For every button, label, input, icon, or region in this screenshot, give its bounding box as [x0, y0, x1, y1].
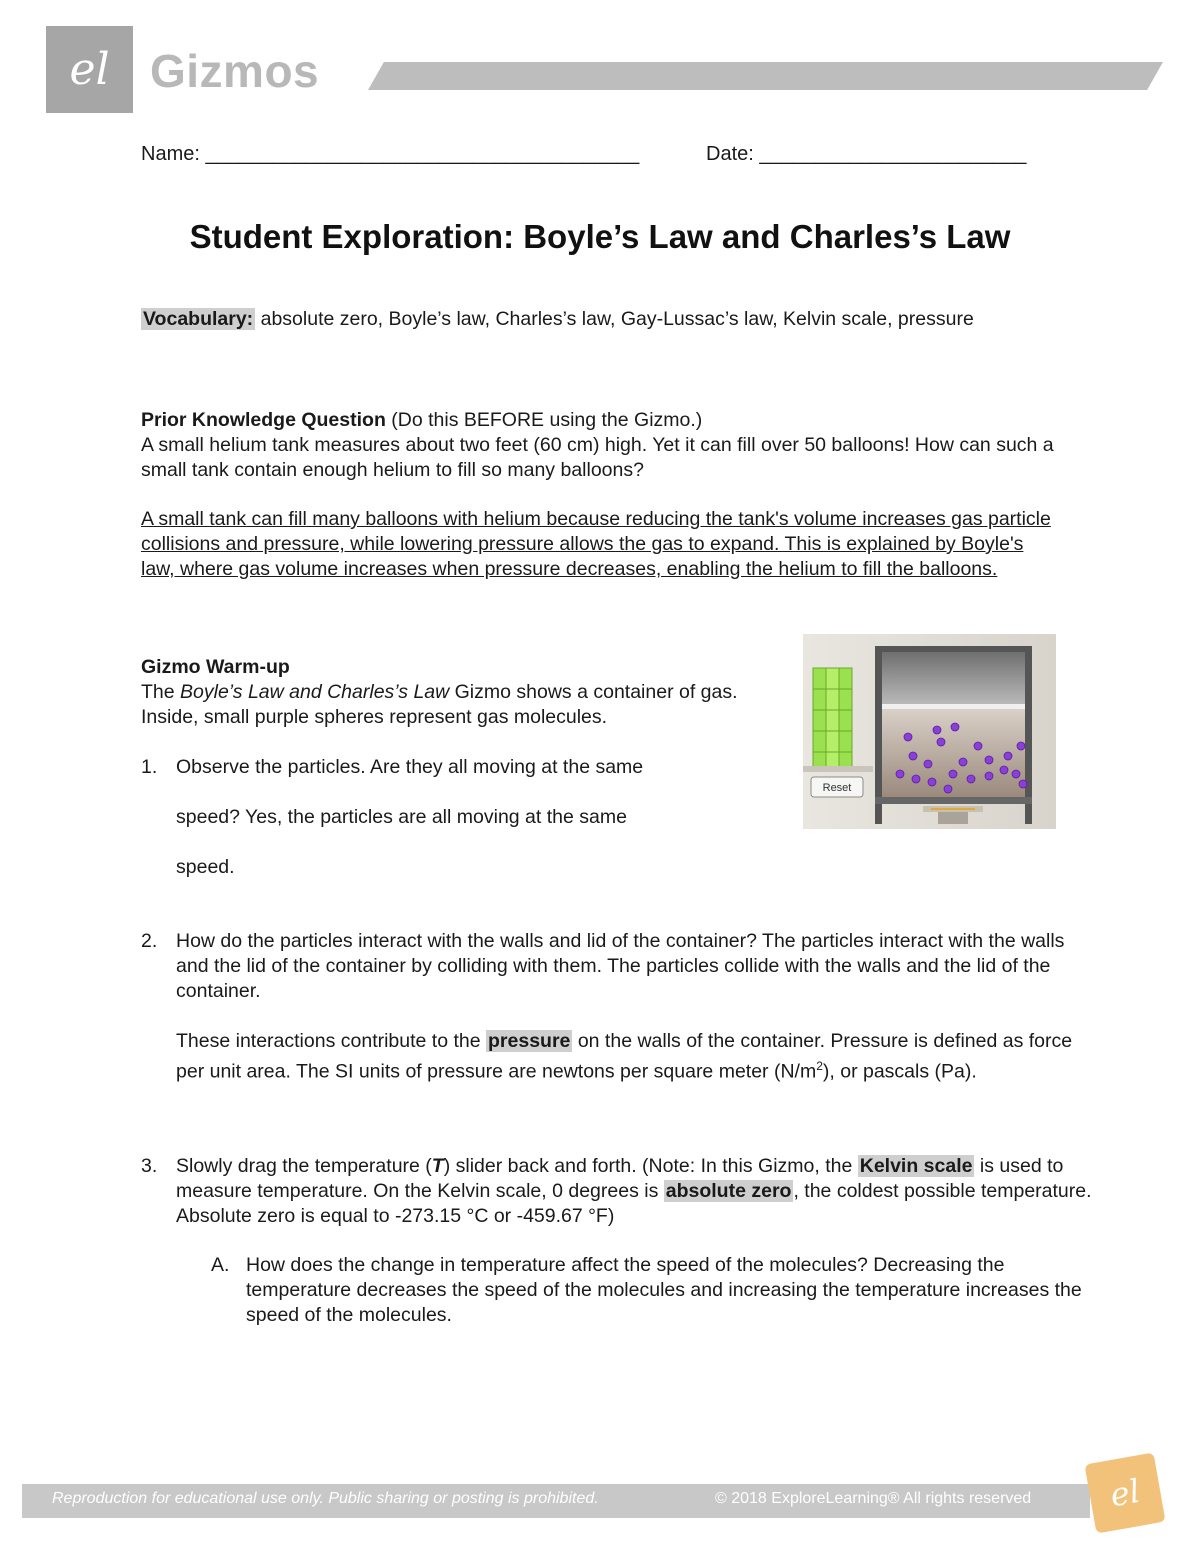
- pressure-term: pressure: [488, 1030, 571, 1052]
- question-2: [141, 929, 1076, 1085]
- prior-answer[interactable]: A small tank can fill many balloons with helium because reducing the tank's volume increases gas particle collisions and pressure, while lowering pressure allows the gas to expand. This is explained by Boyle's law, where gas volume increases when pressure decreases, enabling the helium to fill the balloons.: [141, 508, 1051, 580]
- warmup-text: [141, 680, 761, 730]
- question-2-number: 2.: [141, 930, 158, 952]
- reset-label: Reset: [822, 782, 852, 794]
- shelf: [803, 766, 873, 772]
- container-base: [875, 797, 1032, 804]
- piston-lid: [882, 652, 1025, 704]
- pressure-note-b: on the walls of the container. Pressure is defined as force per unit area. The SI units of pressure are newtons per square meter (N/m: [176, 1030, 1073, 1083]
- page-title: Student Exploration: Boyle’s Law and Charles’s Law: [189, 218, 1011, 255]
- question-3-number: 3.: [141, 1155, 158, 1177]
- pressure-note-a: These interactions contribute to the: [176, 1030, 487, 1052]
- question-3a-label: A.: [211, 1254, 230, 1276]
- question-3-text-3: is used to measure temperature. On the Kelvin scale, 0 degrees is: [176, 1155, 1064, 1202]
- warmup-gizmo-name: Boyle’s Law and Charles’s Law: [180, 681, 450, 703]
- footer-copyright: © 2018 ExploreLearning® All rights reserved: [715, 1490, 1032, 1507]
- pressure-note-c: ), or pascals (Pa).: [822, 1060, 977, 1083]
- prior-question: A small helium tank measures about two feet (60 cm) high. Yet it can fill over 50 balloons! How can such a small tank contain enough helium to fill so many balloons?: [141, 434, 1054, 481]
- question-3-text-4: , the coldest possible temperature. Absolute zero is equal to -273.15 °C or -459.67 °F): [176, 1180, 1092, 1227]
- question-3-text-1: Slowly drag the temperature (: [176, 1155, 432, 1177]
- header-bar: [368, 62, 1163, 90]
- question-3: [141, 1154, 1111, 1229]
- brand-name: Gizmos: [150, 45, 320, 97]
- question-3a: [211, 1253, 1106, 1328]
- warmup-heading: Gizmo Warm-up: [141, 656, 290, 678]
- vocabulary-section: [141, 307, 1041, 332]
- vocabulary-terms: absolute zero, Boyle’s law, Charles’s law, Gay-Lussac’s law, Kelvin scale, pressure: [255, 308, 974, 330]
- question-3a-text[interactable]: How does the change in temperature affect the speed of the molecules? Decreasing the temperature decreases the speed of the molecules and increasing the temperature increases the speed of the molecules.: [246, 1254, 1082, 1326]
- question-2-text[interactable]: How do the particles interact with the walls and lid of the container? The particles interact with the walls and the lid of the container by colliding with them. The particles collide with the walls and the lid of the container.: [176, 930, 1065, 1002]
- gizmo-container-image: [803, 634, 1056, 829]
- footer-logo-glyph: el: [1107, 1471, 1143, 1515]
- prior-note: (Do this BEFORE using the Gizmo.): [385, 409, 703, 431]
- gas-chamber: [882, 709, 1025, 797]
- logo-glyph: el: [69, 43, 110, 95]
- container-top: [875, 646, 1032, 652]
- warmup-text-a: The: [141, 681, 181, 703]
- pressure-unit-exponent: 2: [816, 1059, 823, 1073]
- explorelearning-logo: [46, 26, 133, 113]
- question-1: [141, 755, 761, 880]
- absolute-zero-term: absolute zero: [665, 1180, 792, 1202]
- weight-blocks: [813, 668, 852, 771]
- date-field[interactable]: Date: ________________________: [706, 143, 1027, 165]
- question-1-line-1: Observe the particles. Are they all moving at the same: [176, 756, 644, 778]
- temperature-variable: T: [431, 1155, 444, 1177]
- prior-heading: Prior Knowledge Question: [141, 409, 386, 431]
- warmup-text-b: Gizmo shows a container of gas. Inside, small purple spheres represent gas molecules.: [141, 681, 738, 728]
- footer-notice: Reproduction for educational use only. Public sharing or posting is prohibited.: [52, 1490, 599, 1507]
- kelvin-scale-term: Kelvin scale: [859, 1155, 973, 1177]
- piston-plate: [882, 704, 1025, 709]
- question-1-number: 1.: [141, 756, 158, 778]
- question-3-text-2: ) slider back and forth. (Note: In this Gizmo, the: [443, 1155, 858, 1177]
- question-1-line-3[interactable]: speed.: [176, 856, 235, 878]
- vocabulary-label: Vocabulary:: [143, 308, 254, 330]
- warmup-section: [141, 655, 761, 730]
- question-2-pressure-note: [176, 1029, 1076, 1085]
- footer-logo: [1084, 1452, 1165, 1533]
- question-1-line-2[interactable]: speed? Yes, the particles are all moving at the same: [176, 806, 627, 828]
- name-field[interactable]: Name: _______________________________________: [141, 143, 640, 165]
- prior-knowledge-section: [141, 408, 1061, 483]
